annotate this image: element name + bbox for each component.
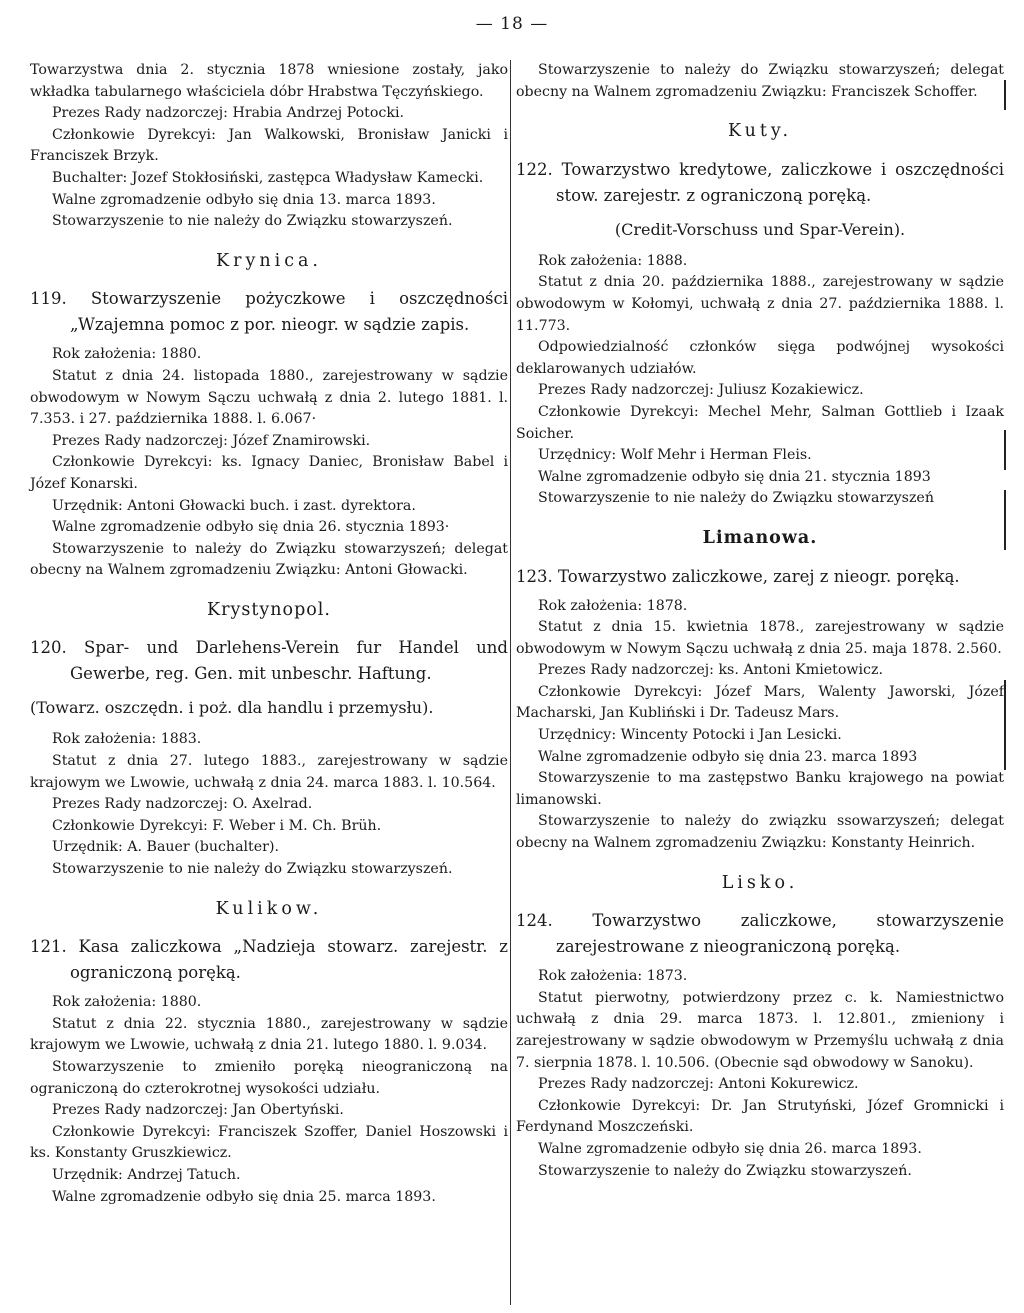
paragraph: Stowarzyszenie to należy do Związku stowarzyszeń.	[538, 1162, 912, 1179]
paragraph: Członkowie Dyrekcyi: ks. Ignacy Daniec, Bronisław Babel i Józef Konarski.	[30, 454, 508, 492]
paragraph: Prezes Rady nadzorczej: Juliusz Kozakiewicz.	[538, 382, 864, 399]
margin-rule	[1004, 430, 1006, 470]
paragraph: Urzędnik: A. Bauer (buchalter).	[52, 839, 279, 856]
paragraph: Statut z dnia 22. stycznia 1880., zarejestrowany w sądzie krajowym we Lwowie, uchwałą z dnia 21. lutego 1880. l. 9.034.	[30, 1015, 508, 1054]
paragraph: Walne zgromadzenie odbyło się dnia 23. marca 1893	[538, 748, 918, 765]
paragraph: Członkowie Dyrekcyi: Józef Mars, Walenty Jaworski, Józef Macharski, Jan Kubliński i Dr. Tadeusz Mars.	[516, 683, 1004, 722]
paragraph: Rok założenia: 1888.	[538, 252, 688, 269]
margin-rule	[1004, 680, 1006, 770]
paragraph: Prezes Rady nadzorczej: Józef Znamirowski.	[52, 432, 371, 449]
margin-rule	[1004, 490, 1006, 550]
paragraph: Urzędnik: Andrzej Tatuch.	[52, 1166, 241, 1183]
section-heading-krystynopol: Krystynopol.	[207, 599, 331, 620]
paragraph: Rok założenia: 1878.	[538, 597, 688, 614]
paragraph: Rok założenia: 1880.	[52, 346, 202, 363]
paragraph: Statut z dnia 27. lutego 1883., zarejestrowany w sądzie krajowym we Lwowie, uchwałą z dnia 24. marca 1883. l. 10.564.	[30, 753, 508, 791]
paragraph: Buchalter: Jozef Stokłosiński, zastępca Władysław Kamecki.	[52, 169, 484, 186]
paragraph: Stowarzyszenie to nie należy do Związku stowarzyszeń.	[52, 213, 453, 230]
entry-note: (Credit-Vorschuss und Spar-Verein).	[614, 219, 906, 239]
paragraph: Walne zgromadzenie odbyło się dnia 26. marca 1893.	[538, 1140, 922, 1157]
section-heading-kulikow: Kulikow.	[215, 898, 323, 919]
paragraph: Walne zgromadzenie odbyło się dnia 26. stycznia 1893·	[52, 519, 450, 536]
section-heading-lisko: Lisko.	[721, 872, 799, 893]
paragraph: Urzędnik: Antoni Głowacki buch. i zast. dyrektora.	[52, 497, 416, 514]
paragraph: Odpowiedzialność członków sięga podwójnej wysokości deklarowanych udziałów.	[516, 339, 1004, 377]
section-heading-kuty: Kuty.	[727, 121, 793, 142]
paragraph: Stowarzyszenie to należy do związku ssowarzyszeń; delegat obecny na Walnem zgromadzeniu Związku: Konstanty Heinrich.	[516, 813, 1004, 852]
margin-rule	[1004, 80, 1006, 110]
paragraph: Stowarzyszenie to zmieniło poręką nieograniczoną na ograniczoną do czterokrotnej wysokości udziału.	[30, 1059, 508, 1097]
paragraph: Prezes Rady nadzorczej: ks. Antoni Kmietowicz.	[538, 662, 883, 679]
paragraph: Stowarzyszenie to ma zastępstwo Banku krajowego na powiat limanowski.	[516, 770, 1004, 808]
right-column	[516, 60, 1004, 1182]
paragraph: Stowarzyszenie to należy do Związku stowarzyszeń; delegat obecny na Walnem zgromadzeniu Związku: Franciszek Schoffer.	[516, 62, 1004, 100]
entry-title: 120. Spar- und Darlehens-Verein fur Handel und Gewerbe, reg. Gen. mit unbeschr. Haftung.	[30, 638, 508, 684]
entry-note: (Towarz. oszczędn. i poż. dla handlu i przemysłu).	[30, 698, 434, 718]
paragraph: Statut z dnia 15. kwietnia 1878., zarejestrowany w sądzie obwodowym w Nowym Sączu uchwałą z dnia 25. maja 1878. 2.560.	[516, 619, 1004, 657]
paragraph: Prezes Rady nadzorczej: Antoni Kokurewicz.	[538, 1076, 859, 1093]
paragraph: Stowarzyszenie to nie należy do Związku stowarzyszeń	[538, 490, 934, 507]
paragraph: Statut pierwotny, potwierdzony przez c. k. Namiestnictwo uchwałą z dnia 29. marca 1873. l. 12.801., zmieniony i zarejestrowany w sądzie obwodowym w Przemyślu uchwałą z dnia 7. sierpnia 1878. l. 10.506. (Obecnie sąd obwodowy w Sanoku).	[516, 989, 1004, 1071]
paragraph: Prezes Rady nadzorczej: Hrabia Andrzej Potocki.	[52, 105, 405, 122]
left-column	[30, 60, 508, 1208]
paragraph: Członkowie Dyrekcyi: F. Weber i M. Ch. Brüh.	[52, 817, 382, 834]
paragraph: Walne zgromadzenie odbyło się dnia 13. marca 1893.	[52, 191, 436, 208]
paragraph: Członkowie Dyrekcyi: Dr. Jan Strutyński, Józef Gromnicki i Ferdynand Moszczeński.	[516, 1097, 1004, 1136]
section-heading-krynica: Krynica.	[216, 250, 322, 271]
entry-title: 124. Towarzystwo zaliczkowe, stowarzyszenie zarejestrowane z nieograniczoną poręką.	[516, 911, 1004, 957]
paragraph: Członkowie Dyrekcyi: Jan Walkowski, Bronisław Janicki i Franciszek Brzyk.	[30, 126, 508, 165]
paragraph: Walne zgromadzenie odbyło się dnia 25. marca 1893.	[52, 1188, 436, 1205]
paragraph: Członkowie Dyrekcyi: Franciszek Szoffer, Daniel Hoszowski i ks. Konstanty Gruszkiewicz.	[30, 1123, 508, 1162]
paragraph: Członkowie Dyrekcyi: Mechel Mehr, Salman Gottlieb i Izaak Soicher.	[516, 403, 1004, 442]
paragraph: Urzędnicy: Wolf Mehr i Herman Fleis.	[538, 447, 812, 464]
paragraph: Towarzystwa dnia 2. stycznia 1878 wniesione zostały, jako wkładka tabularnego właściciela dóbr Hrabstwa Tęczyńskiego.	[30, 62, 508, 100]
paragraph: Rok założenia: 1873.	[538, 968, 688, 985]
paragraph: Statut z dnia 20. października 1888., zarejestrowany w sądzie obwodowym w Kołomyi, uchwałą z dnia 27. października 1888. l. 11.773.	[516, 274, 1004, 334]
entry-title: 122. Towarzystwo kredytowe, zaliczkowe i oszczędności stow. zarejestr. z ograniczoną poręką.	[516, 159, 1004, 205]
paragraph: Rok założenia: 1880.	[52, 994, 202, 1011]
entry-title: 121. Kasa zaliczkowa „Nadzieja stowarz. zarejestr. z ograniczoną poręką.	[30, 937, 508, 983]
paragraph: Stowarzyszenie to nie należy do Związku stowarzyszeń.	[52, 861, 453, 878]
paragraph: Walne zgromadzenie odbyło się dnia 21. stycznia 1893	[538, 468, 931, 485]
column-divider	[510, 60, 511, 1305]
paragraph: Rok założenia: 1883.	[52, 731, 202, 748]
paragraph: Prezes Rady nadzorczej: Jan Obertyński.	[52, 1102, 344, 1119]
paragraph: Prezes Rady nadzorczej: O. Axelrad.	[52, 796, 313, 813]
page-number: — 18 —	[475, 14, 549, 34]
entry-title: 123. Towarzystwo zaliczkowe, zarej z nieogr. poręką.	[516, 566, 960, 586]
paragraph: Urzędnicy: Wincenty Potocki i Jan Lesicki.	[538, 727, 842, 744]
section-heading-limanowa: Limanowa.	[702, 527, 818, 548]
paragraph: Stowarzyszenie to należy do Związku stowarzyszeń; delegat obecny na Walnem zgromadzeniu Związku: Antoni Głowacki.	[30, 540, 508, 579]
entry-title: 119. Stowarzyszenie pożyczkowe i oszczędności „Wzajemna pomoc z por. nieogr. w sądzie zapis.	[30, 289, 508, 335]
paragraph: Statut z dnia 24. listopada 1880., zarejestrowany w sądzie obwodowym w Nowym Sączu uchwałą z dnia 2. lutego 1881. l. 7.353. i 27. października 1888. l. 6.067·	[30, 367, 508, 428]
